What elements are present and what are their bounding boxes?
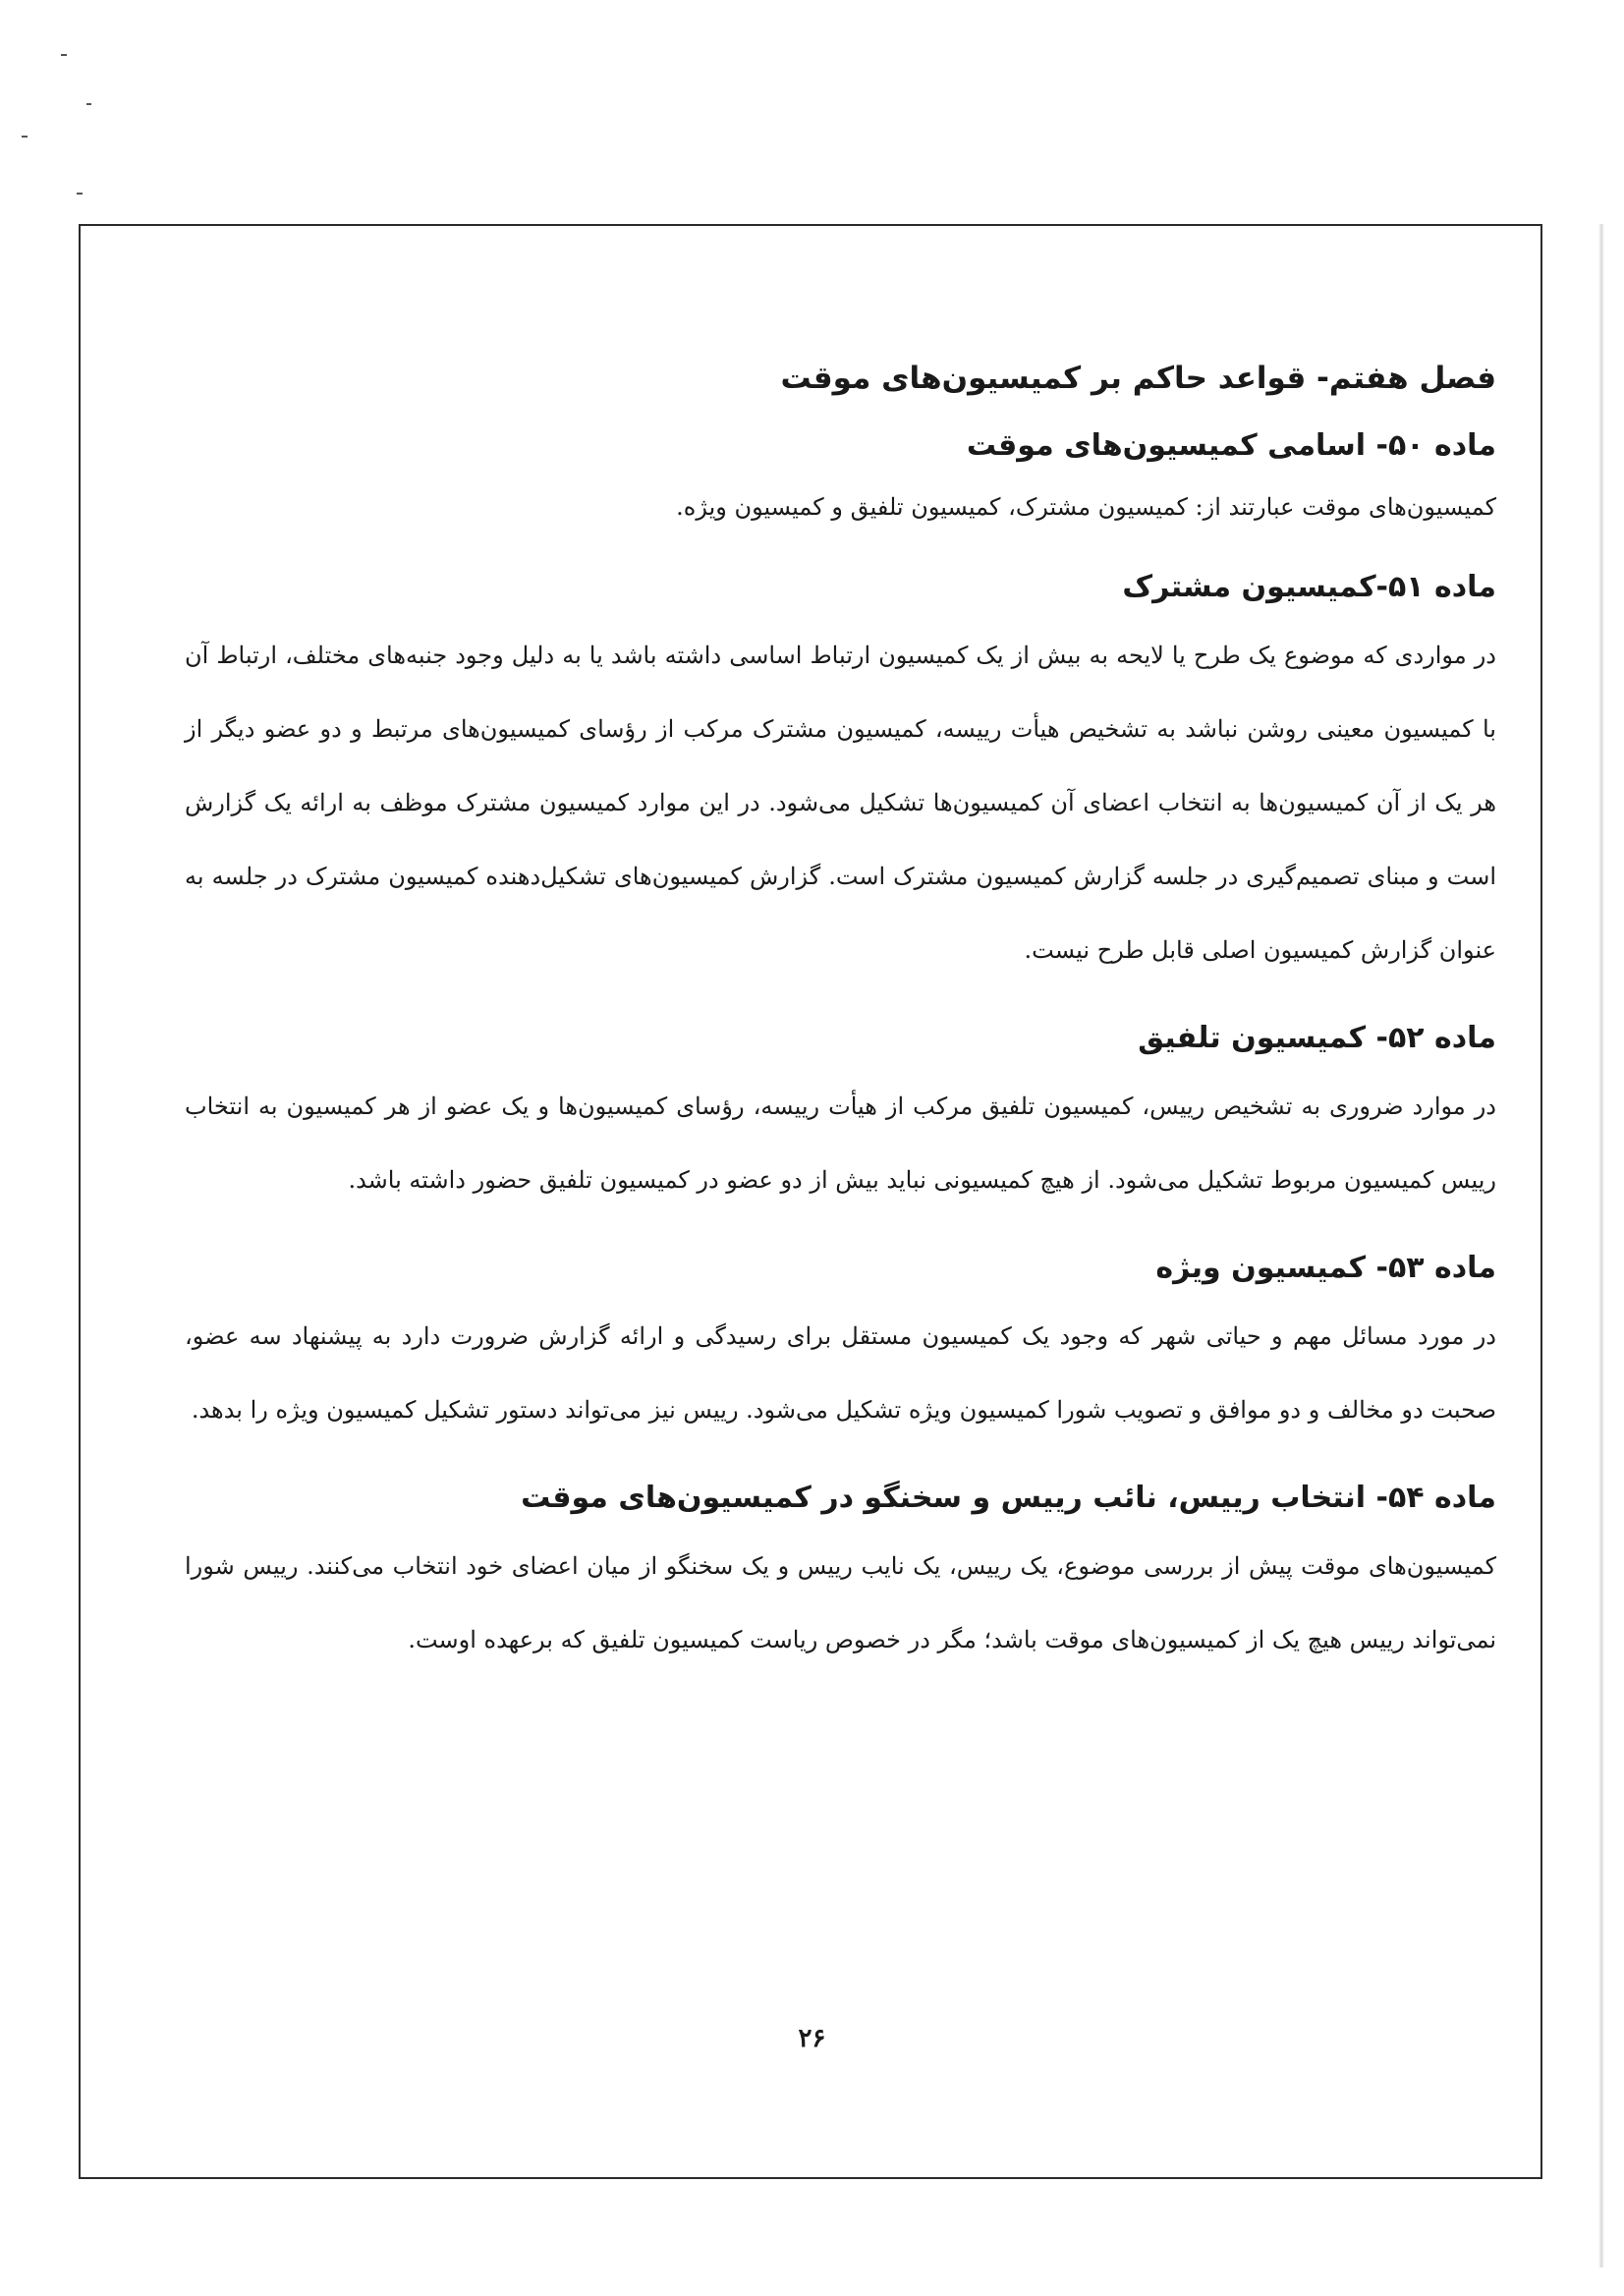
article-54-title: ماده ۵۴- انتخاب رییس، نائب رییس و سخنگو در کمیسیون‌های موقت [521,1481,1496,1515]
chapter-title: فصل هفتم- قواعد حاکم بر کمیسیون‌های موقت [780,361,1496,396]
article-51-body: در مواردی که موضوع یک طرح یا لایحه به بیش از یک کمیسیون ارتباط اساسی داشته باشد یا به دلیل وجود جنبه‌های مختلف، ارتباط آن با کمیسیون معینی روشن نباشد به تشخیص هیأت رییسه، کمیسیون مشترک مرکب از رؤسای کمیسیون‌های مرتبط و دو عضو دیگر از هر یک از آن کمیسیون‌ها به انتخاب اعضای آن کمیسیون‌ها تشکیل می‌شود. در این موارد کمیسیون مشترک موظف به ارائه یک گزارش است و مبنای تصمیم‌گیری در جلسه گزارش کمیسیون مشترک است. گزارش کمیسیون‌های تشکیل‌دهنده کمیسیون مشترک در جلسه به عنوان گزارش کمیسیون اصلی قابل طرح نیست. [185,642,1496,964]
scan-artifact [61,54,67,56]
article-53-body: در مورد مسائل مهم و حیاتی شهر که وجود یک کمیسیون مستقل برای رسیدگی و ارائه گزارش ضرورت دارد به پیشنهاد سه عضو، صحبت دو مخالف و دو موافق و تصویب شورا کمیسیون ویژه تشکیل می‌شود. رییس نیز می‌تواند دستور تشکیل کمیسیون ویژه را بدهد. [185,1322,1496,1424]
article-51-title: ماده ۵۱-کمیسیون مشترک [1122,570,1496,604]
article-50-title: ماده ۵۰- اسامی کمیسیون‌های موقت [966,428,1496,463]
article-52-title: ماده ۵۲- کمیسیون تلفیق [1138,1021,1496,1055]
scan-edge-shadow [1598,224,1604,2268]
article-53-title: ماده ۵۳- کمیسیون ویژه [1155,1251,1496,1285]
scan-artifact [86,103,91,105]
scan-artifact [22,136,28,138]
article-54-body: کمیسیون‌های موقت پیش از بررسی موضوع، یک رییس، یک نایب رییس و یک سخنگو از میان اعضای خود انتخاب می‌کنند. رییس شورا نمی‌تواند رییس هیچ یک از کمیسیون‌های موقت باشد؛ مگر در خصوص ریاست کمیسیون تلفیق که برعهده اوست. [185,1552,1496,1653]
article-50-body: کمیسیون‌های موقت عبارتند از: کمیسیون مشترک، کمیسیون تلفیق و کمیسیون ویژه. [676,493,1496,521]
scan-artifact [77,193,83,195]
document-content [185,354,1496,1705]
article-52-body: در موارد ضروری به تشخیص رییس، کمیسیون تلفیق مرکب از هیأت رییسه، رؤسای کمیسیون‌ها و یک عضو از هر کمیسیون به انتخاب رییس کمیسیون مربوط تشکیل می‌شود. از هیچ کمیسیونی نباید بیش از دو عضو در کمیسیون تلفیق حضور داشته باشد. [185,1092,1496,1194]
page-number: ۲۶ [798,2024,826,2053]
